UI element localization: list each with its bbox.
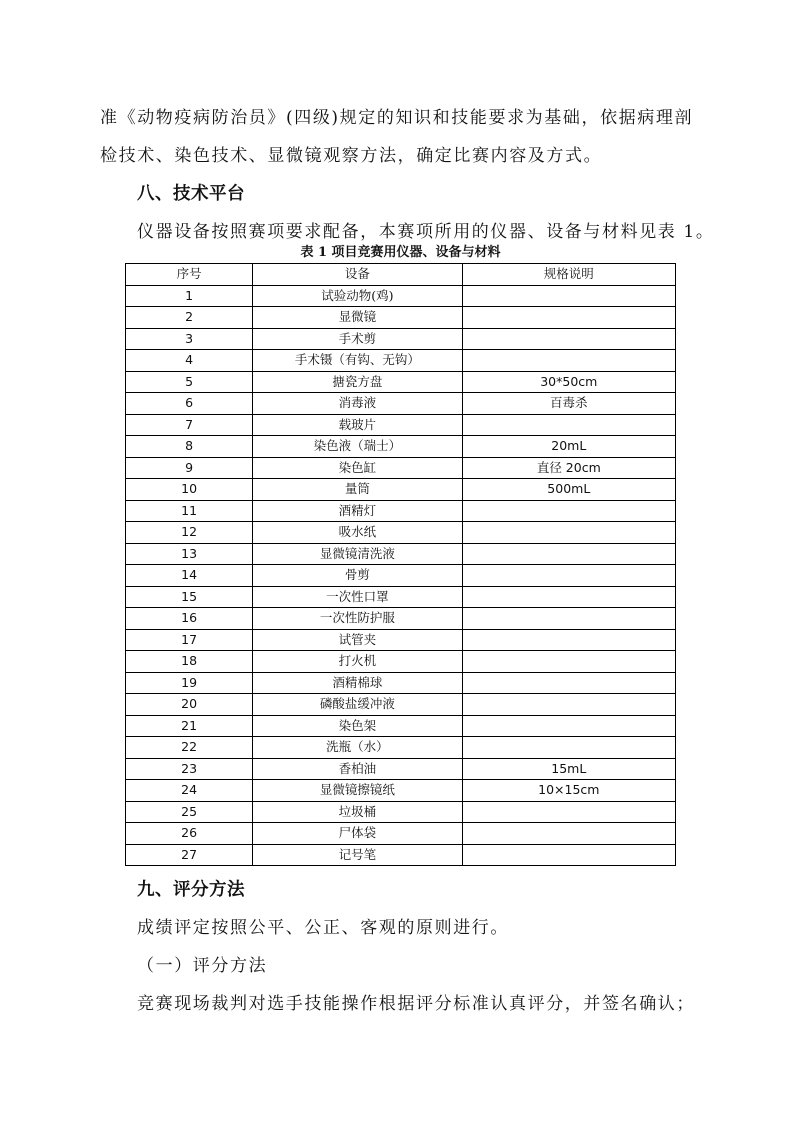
table-caption: 表 1 项目竞赛用仪器、设备与材料	[300, 245, 501, 260]
table-row	[126, 629, 676, 651]
table-row	[126, 328, 676, 350]
table-row	[126, 780, 676, 802]
table-row	[126, 651, 676, 673]
cell-equipment: 酒精灯	[253, 500, 462, 522]
table-row	[126, 285, 676, 307]
cell-equipment: 染色液（瑞士）	[253, 436, 462, 458]
table-header-row	[126, 264, 676, 286]
cell-index: 22	[126, 737, 253, 759]
cell-spec	[462, 823, 675, 845]
cell-spec	[462, 801, 675, 823]
cell-spec	[462, 350, 675, 372]
table-row	[126, 844, 676, 866]
cell-index: 20	[126, 694, 253, 716]
cell-index: 2	[126, 307, 253, 329]
cell-spec	[462, 844, 675, 866]
table-row	[126, 608, 676, 630]
table-row	[126, 500, 676, 522]
cell-equipment: 手术剪	[253, 328, 462, 350]
cell-index: 18	[126, 651, 253, 673]
cell-index: 4	[126, 350, 253, 372]
table-row	[126, 414, 676, 436]
cell-spec	[462, 651, 675, 673]
cell-equipment: 量筒	[253, 479, 462, 501]
cell-index: 23	[126, 758, 253, 780]
table-row	[126, 823, 676, 845]
cell-equipment: 一次性防护服	[253, 608, 462, 630]
header-index: 序号	[126, 264, 253, 286]
table-row	[126, 457, 676, 479]
scoring-subheading: （一）评分方法	[137, 956, 268, 976]
cell-spec	[462, 285, 675, 307]
cell-index: 11	[126, 500, 253, 522]
section-8-text: 仪器设备按照赛项要求配备，本赛项所用的仪器、设备与材料见表 1。	[137, 222, 715, 242]
cell-spec: 20mL	[462, 436, 675, 458]
cell-equipment: 载玻片	[253, 414, 462, 436]
cell-index: 17	[126, 629, 253, 651]
cell-equipment: 手术镊（有钩、无钩）	[253, 350, 462, 372]
cell-equipment: 染色架	[253, 715, 462, 737]
cell-index: 25	[126, 801, 253, 823]
table-row	[126, 715, 676, 737]
intro-line-1: 准《动物疫病防治员》(四级)规定的知识和技能要求为基础，依据病理剖	[100, 108, 694, 128]
scoring-text: 竞赛现场裁判对选手技能操作根据评分标准认真评分，并签名确认；	[137, 994, 695, 1014]
cell-spec	[462, 715, 675, 737]
cell-spec	[462, 307, 675, 329]
cell-equipment: 尸体袋	[253, 823, 462, 845]
section-8-heading: 八、技术平台	[137, 184, 245, 204]
cell-spec	[462, 328, 675, 350]
cell-equipment: 显微镜	[253, 307, 462, 329]
cell-spec	[462, 694, 675, 716]
table-row	[126, 758, 676, 780]
cell-equipment: 香柏油	[253, 758, 462, 780]
equipment-table	[125, 263, 676, 866]
cell-index: 15	[126, 586, 253, 608]
cell-index: 12	[126, 522, 253, 544]
cell-index: 21	[126, 715, 253, 737]
cell-equipment: 染色缸	[253, 457, 462, 479]
cell-spec: 500mL	[462, 479, 675, 501]
cell-index: 8	[126, 436, 253, 458]
table-row	[126, 801, 676, 823]
table-row	[126, 543, 676, 565]
cell-spec	[462, 543, 675, 565]
cell-index: 10	[126, 479, 253, 501]
cell-equipment: 试管夹	[253, 629, 462, 651]
cell-equipment: 记号笔	[253, 844, 462, 866]
table-row	[126, 694, 676, 716]
cell-index: 19	[126, 672, 253, 694]
cell-index: 27	[126, 844, 253, 866]
cell-equipment: 洗瓶（水）	[253, 737, 462, 759]
cell-spec	[462, 737, 675, 759]
table-row	[126, 350, 676, 372]
cell-equipment: 垃圾桶	[253, 801, 462, 823]
cell-spec	[462, 672, 675, 694]
table-row	[126, 586, 676, 608]
cell-index: 3	[126, 328, 253, 350]
cell-equipment: 吸水纸	[253, 522, 462, 544]
cell-index: 6	[126, 393, 253, 415]
cell-index: 16	[126, 608, 253, 630]
table-body	[126, 285, 676, 866]
cell-index: 9	[126, 457, 253, 479]
cell-spec	[462, 586, 675, 608]
table-row	[126, 479, 676, 501]
table-row	[126, 436, 676, 458]
header-spec: 规格说明	[462, 264, 675, 286]
cell-equipment: 消毒液	[253, 393, 462, 415]
cell-equipment: 搪瓷方盘	[253, 371, 462, 393]
cell-spec	[462, 608, 675, 630]
cell-spec: 30*50cm	[462, 371, 675, 393]
cell-equipment: 试验动物(鸡)	[253, 285, 462, 307]
section-9-heading: 九、评分方法	[137, 880, 245, 900]
table-row	[126, 565, 676, 587]
cell-index: 13	[126, 543, 253, 565]
cell-equipment: 显微镜擦镜纸	[253, 780, 462, 802]
cell-spec: 10×15cm	[462, 780, 675, 802]
intro-line-2: 检技术、染色技术、显微镜观察方法，确定比赛内容及方式。	[100, 146, 603, 166]
cell-index: 7	[126, 414, 253, 436]
cell-equipment: 打火机	[253, 651, 462, 673]
table-row	[126, 393, 676, 415]
cell-spec	[462, 500, 675, 522]
header-equipment: 设备	[253, 264, 462, 286]
table-row	[126, 371, 676, 393]
cell-index: 24	[126, 780, 253, 802]
table-row	[126, 672, 676, 694]
cell-spec: 15mL	[462, 758, 675, 780]
cell-index: 5	[126, 371, 253, 393]
cell-index: 26	[126, 823, 253, 845]
cell-spec	[462, 565, 675, 587]
cell-equipment: 磷酸盐缓冲液	[253, 694, 462, 716]
cell-spec: 百毒杀	[462, 393, 675, 415]
cell-index: 14	[126, 565, 253, 587]
cell-spec	[462, 414, 675, 436]
cell-spec	[462, 629, 675, 651]
cell-index: 1	[126, 285, 253, 307]
table-row	[126, 307, 676, 329]
cell-spec: 直径 20cm	[462, 457, 675, 479]
table-row	[126, 522, 676, 544]
cell-equipment: 一次性口罩	[253, 586, 462, 608]
cell-spec	[462, 522, 675, 544]
cell-equipment: 骨剪	[253, 565, 462, 587]
cell-equipment: 显微镜清洗液	[253, 543, 462, 565]
cell-equipment: 酒精棉球	[253, 672, 462, 694]
table-row	[126, 737, 676, 759]
section-9-text: 成绩评定按照公平、公正、客观的原则进行。	[137, 918, 509, 938]
